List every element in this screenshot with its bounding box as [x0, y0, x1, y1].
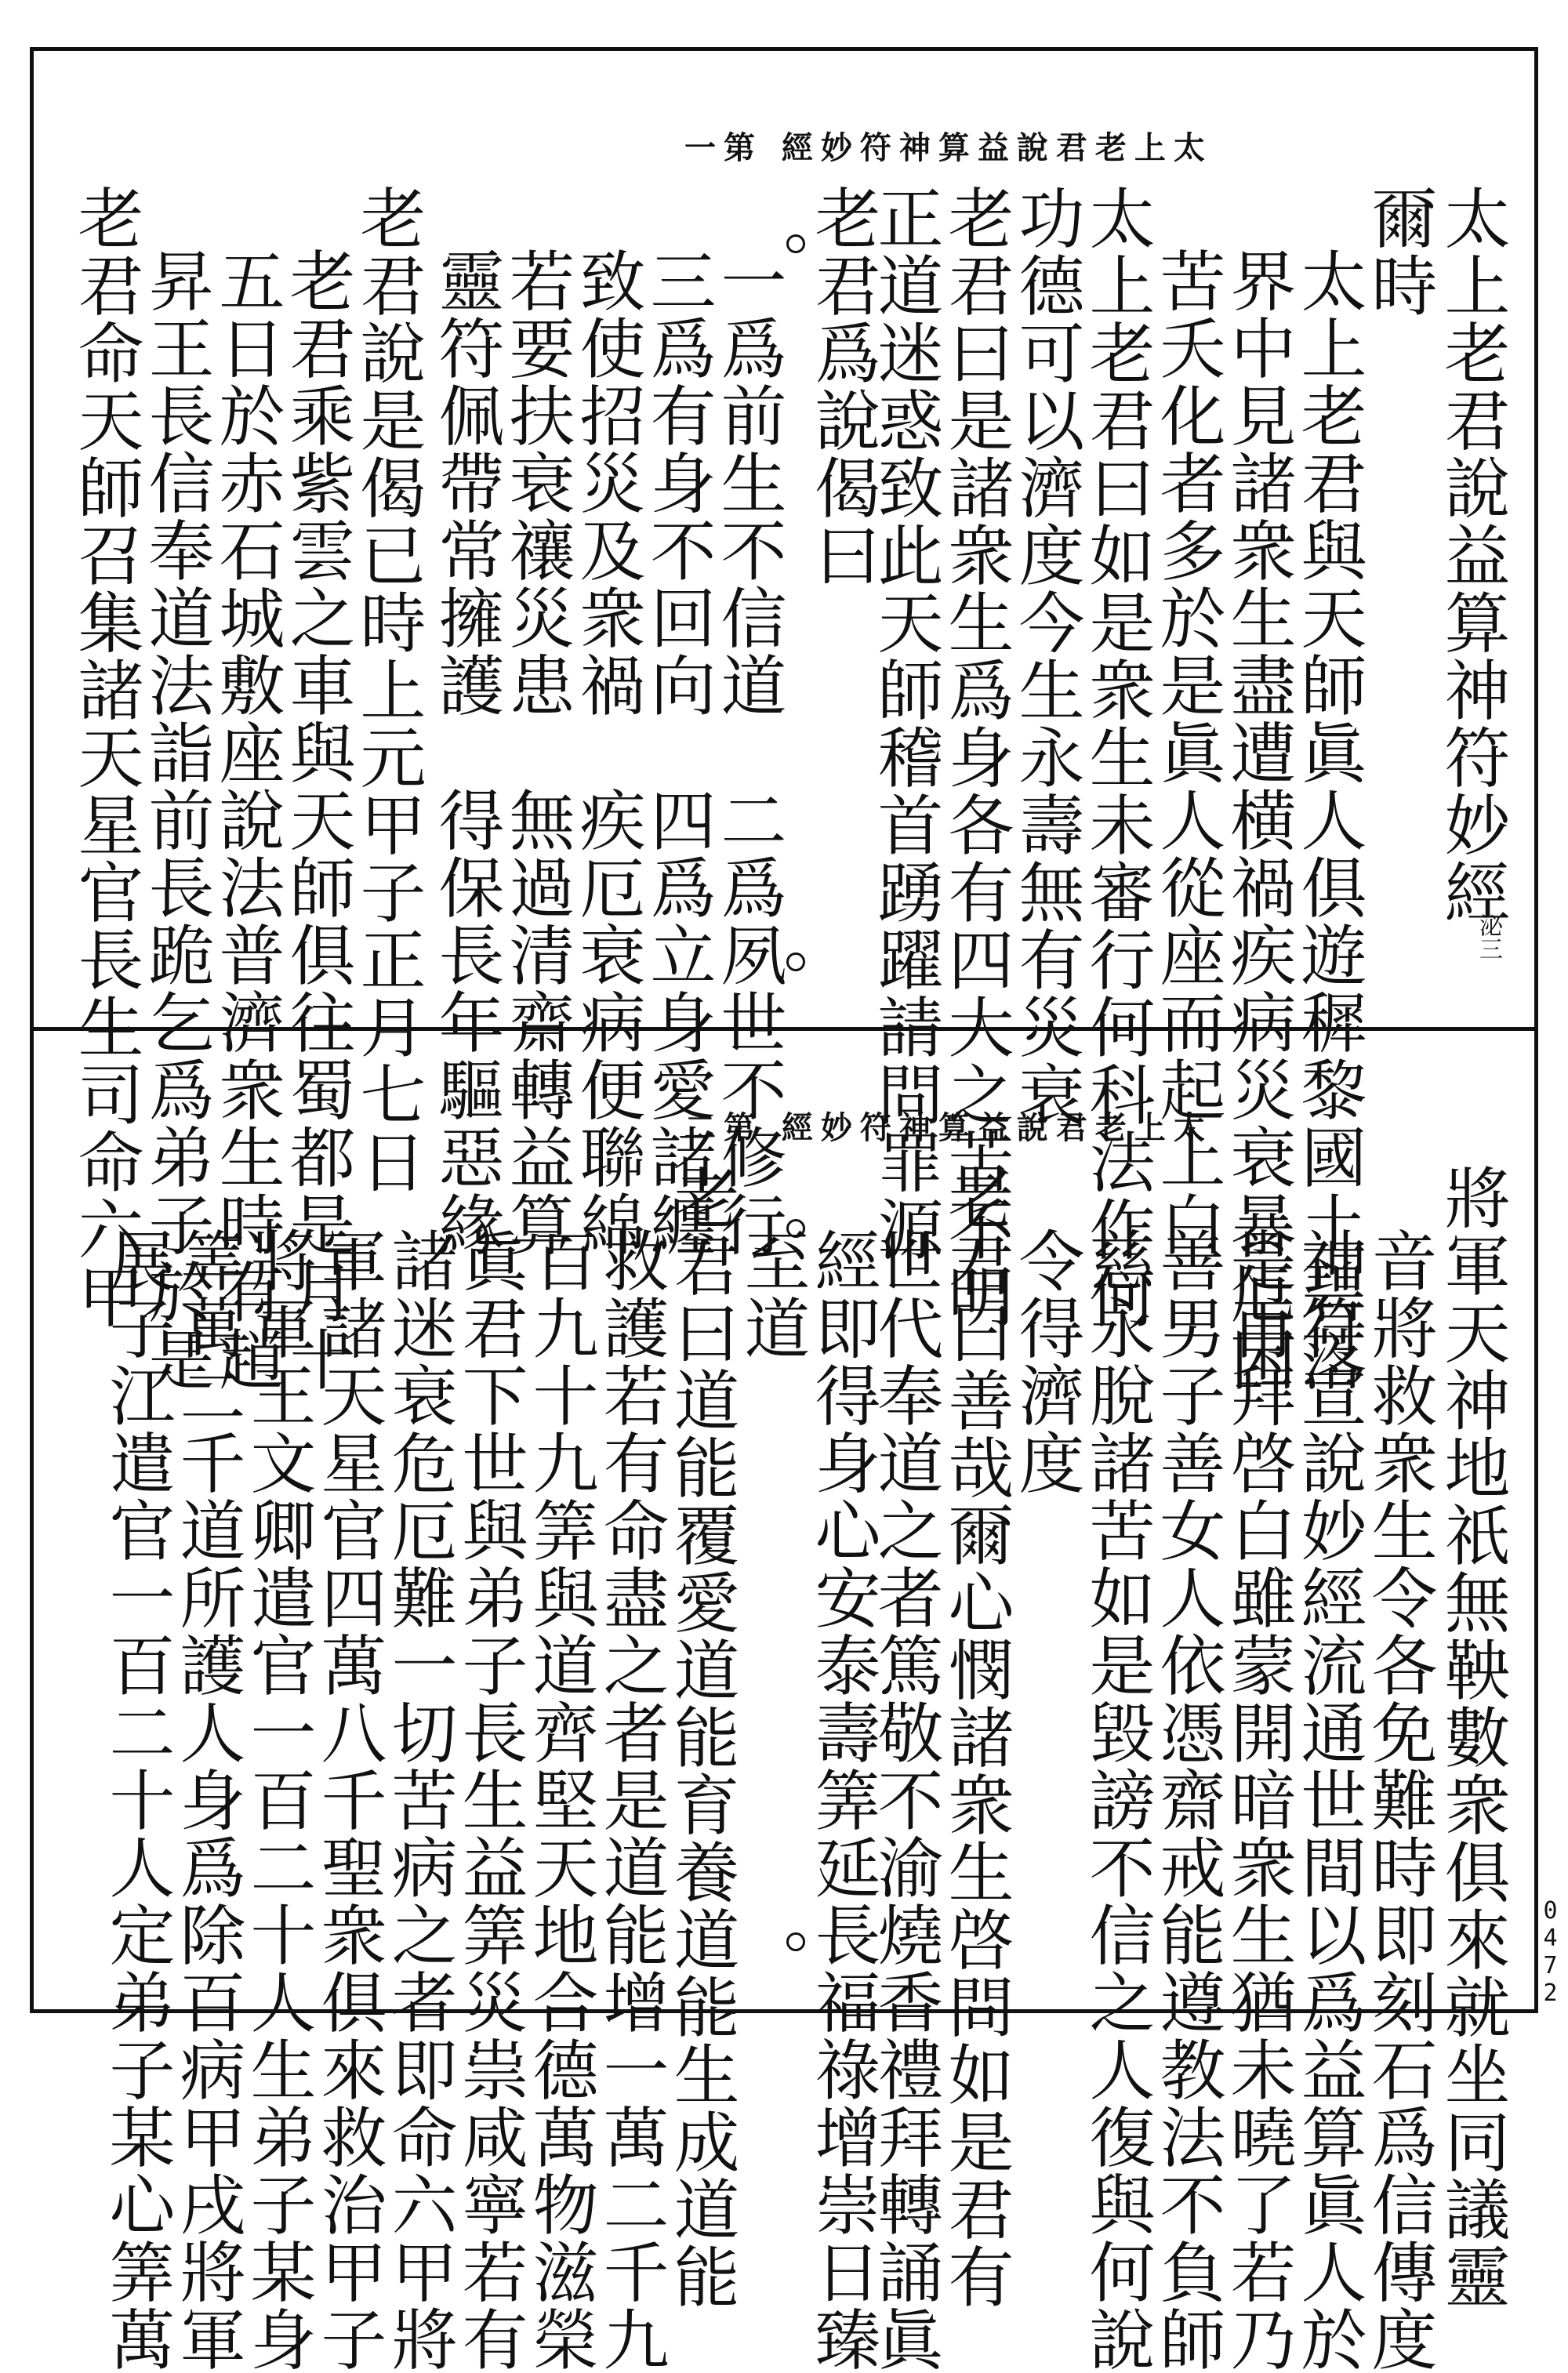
top-column-17: 老君乘紫雲之車與天師俱往蜀都是月十: [279, 247, 356, 1393]
bottom-column-11: 至道: [734, 1227, 811, 1362]
top-column-6: 太上老君曰如是衆生未審行何科法作何: [1079, 184, 1156, 1330]
top-column-4: 界中見諸衆生盡遭横禍疾病災衰暴厄困: [1220, 247, 1297, 1393]
bottom-column-15: 眞君下世與弟子長生益筭災祟咸寧若有: [452, 1227, 528, 2373]
top-column-10: 老君爲說偈曰: [804, 184, 881, 589]
bottom-column-6: 慈永脫諸苦如是毀謗不信之人復與何說: [1079, 1227, 1156, 2373]
page-frame: [30, 47, 1538, 2373]
bottom-column-2: 音將救衆生令各免難時即刻石爲信傳度: [1361, 1227, 1438, 2373]
bottom-column-17: 軍諸天星官四萬八千聖衆俱來救治甲子: [310, 1227, 387, 2373]
bottom-column-13: 救護若有命盡之者是道能增一萬二千九: [593, 1227, 670, 2373]
top-column-19: 昇王長信奉道法詣前長跪乞爲弟子於是: [138, 247, 215, 1393]
top-circle-mark-upper: [786, 234, 805, 253]
top-margin-note: 泌三: [1475, 913, 1502, 960]
top-column-16: 老君說是偈已時上元甲子正月七日: [350, 184, 426, 1196]
top-panel-header: 太上老君說益算神符妙經 第一: [684, 129, 1213, 166]
top-column-20: 老君命天師召集諸天星官長生司命六甲: [67, 184, 144, 1330]
top-column-8: 老君曰是諸衆生爲身各有四大之苦不明: [938, 184, 1014, 1330]
top-column-9: 正道迷惑致此天師稽首踴躍請問罪源: [867, 184, 944, 1263]
page-number: 0472: [1537, 1897, 1564, 2007]
bottom-column-4: 是再拜啓白雖蒙開暗衆生猶未曉了若乃: [1220, 1227, 1297, 2373]
bottom-column-5: 善男子善女人依憑齋戒能遵教法不負師: [1149, 1227, 1226, 2373]
top-column-13: 致使招災及衆禍 疾厄衰病便聯綿: [569, 247, 646, 1258]
bottom-column-20: 展子江遣官一百二十人定弟子某心筭萬: [99, 1227, 176, 2373]
top-circle-mark-lower: [786, 952, 805, 971]
top-column-1: 太上老君說益算神符妙經: [1434, 184, 1511, 926]
bottom-column-12: 老君曰道能覆愛道能育養道能生成道能: [663, 1164, 740, 2310]
bottom-column-19: 筭萬二千道所護人身爲除百病甲戌將軍: [169, 1227, 246, 2373]
top-column-14: 若要扶衰禳災患 無過清齋轉益算: [499, 247, 575, 1258]
bottom-circle-mark-lower: [786, 1932, 805, 1951]
top-column-5: 苦夭化者多於是眞人從座而起上白: [1149, 247, 1226, 1258]
bottom-column-1: 將軍天神地祇無鞅數衆俱來就坐同議靈: [1434, 1164, 1511, 2310]
bottom-panel: [34, 1031, 1534, 2373]
top-column-15: 靈符佩帶常擁護 得保長年驅惡緣: [428, 247, 505, 1258]
bottom-column-3: 神符宣說妙經流通世間以爲益算眞人於: [1290, 1227, 1367, 2373]
bottom-column-18: 將軍王文卿遣官一百二十人生弟子某身: [240, 1227, 317, 2373]
top-column-3: 太上老君與天師眞人俱遊穉黎國土碧落: [1290, 247, 1367, 1393]
bottom-column-9: 世代奉道之者篤敬不渝燒香禮拜轉誦眞: [867, 1227, 944, 2373]
top-column-18: 五日於赤石城敷座說法普濟衆生時有趙: [209, 247, 285, 1393]
bottom-column-16: 諸迷衰危厄難一切苦病之者即命六甲將: [381, 1227, 458, 2373]
bottom-column-10: 經即得身心安泰壽筭延長福祿增崇日臻: [804, 1227, 881, 2373]
bottom-panel-header: 太上老君說益算神符妙經 第二: [684, 1109, 1213, 1146]
top-column-11: 一爲前生不信道 二爲夙世不修行: [710, 247, 787, 1258]
bottom-column-7: 令得濟度: [1008, 1227, 1085, 1497]
top-column-7: 功德可以濟度今生永壽無有災衰: [1008, 184, 1085, 1128]
top-column-12: 三爲有身不回向 四爲立身愛諸纏: [640, 247, 717, 1258]
bottom-column-14: 百九十九筭與道齊堅天地合德萬物滋榮: [522, 1227, 599, 2373]
top-column-2: 爾時: [1361, 184, 1438, 319]
bottom-column-8: 老君曰善哉爾心憫諸衆生啓問如是君有: [938, 1164, 1014, 2310]
